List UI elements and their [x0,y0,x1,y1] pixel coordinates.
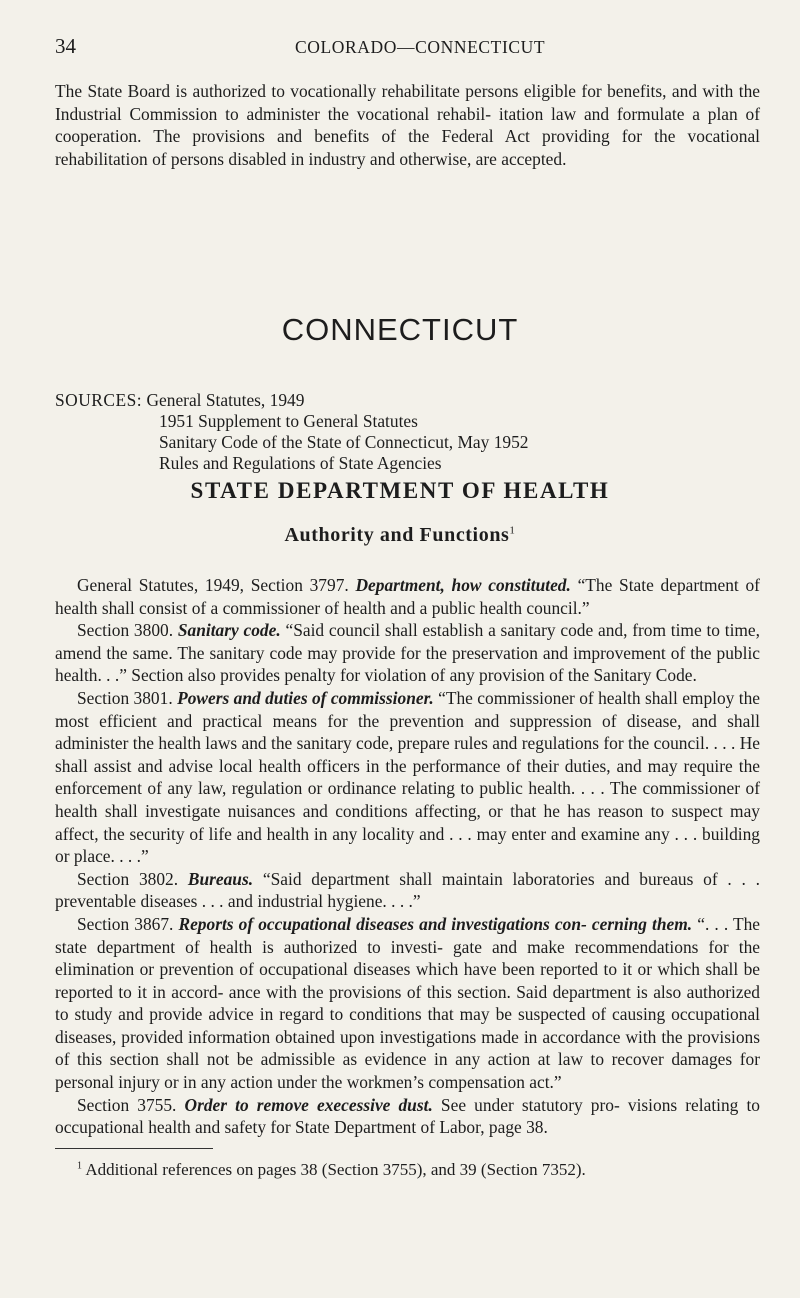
source-line: General Statutes, 1949 [146,390,305,410]
section-title: Department, how constituted. [355,575,571,595]
running-head-title: COLORADO—CONNECTICUT [295,37,546,57]
section-paragraph [55,868,760,913]
section-paragraph [55,574,760,619]
section-text: See under statutory pro- visions relating to occupational health and safety for State Department of Labor, page 38. [55,1094,761,1138]
section-lead: Section 3801. [77,687,173,708]
intro-paragraph: The State Board is authorized to vocationally rehabilitate persons eligible for benefits, and with the Industrial Commission to administer the vocational rehabil- itation law and formulate a plan of cooperation. The provisions and benefits of the Federal Act providing for the vocational rehabilitation of persons disabled in industry and otherwise, are accepted. [55,81,760,169]
sources-block [55,390,760,474]
section-text: “. . . The state department of health is authorized to investi- gate and make recommendations for the elimination or prevention of occupational diseases which have been reported to it or which shall be reported to it in accord- ance with the provisions of this section. Said department is also authorized to study and provide advice in regard to conditions that may be suspected of causing occupational diseases, provided information obtained upon investigations made in accordance with the provisions of this section shall not be admissible as evidence in any action at law to recover damages for personal injury or in any action under the workmen’s compensation act.” [55,913,761,1093]
section-paragraph [55,687,760,868]
sources-label: SOURCES: [55,390,143,410]
section-title: Reports of occupational diseases and investigations con- cerning them. [178,913,693,934]
authority-heading [0,524,800,547]
section-paragraph [55,619,760,687]
footnote-text: Additional references on pages 38 (Section 3755), and 39 (Section 7352). [85,1160,586,1179]
footnote-divider [55,1148,213,1149]
footnote-mark: 1 [77,1160,82,1172]
source-line: Rules and Regulations of State Agencies [159,453,442,473]
source-line: 1951 Supplement to General Statutes [159,411,418,431]
section-lead: Section 3802. [77,868,179,889]
section-title: Bureaus. [187,868,254,889]
section-paragraph [55,1094,760,1139]
section-text: “The commissioner of health shall employ the most efficient and practical means for the prevention and suppression of disease, and shall administer the health laws and the sanitary code, prepare rules and regulations for the council. . . . He shall assist and advise local health officers in the performance of their duties, and may require the enforcement of any law, regulation or ordinance relating to public health. . . . The commissioner of health shall investigate nuisances and conditions affecting, or that he has reason to suspect may affect, the security of life and health in any locality and . . . may enter and examine any . . . building or place. . . .” [55,687,760,867]
section-lead: Section 3800. [77,620,174,641]
section-title: Powers and duties of commissioner. [177,687,434,708]
footnote [55,1160,760,1180]
footnote-reference: 1 [509,524,516,537]
source-line: Sanitary Code of the State of Connecticut, May 1952 [159,432,529,452]
section-lead: Section 3755. [77,1094,177,1115]
section-text: “The State department of health shall consist of a commissioner of health and a public health council.” [55,575,760,618]
section-lead: Section 3867. [77,913,174,934]
section-title: Sanitary code. [177,620,281,641]
section-text: “Said department shall maintain laboratories and bureaus of . . . preventable diseases . . . and industrial hygiene. . . .” [55,868,760,912]
sections-body [55,574,760,1139]
section-text: “Said council shall establish a sanitary code and, from time to time, amend the same. The sanitary code may provide for the preservation and improvement of the public health. . .” Section also provides penalty for violation of any provision of the Sanitary Code. [55,620,761,686]
section-lead: General Statutes, 1949, Section 3797. [77,575,349,595]
authority-heading-text: Authority and Functions [284,524,510,546]
section-paragraph [55,913,760,1094]
state-title: CONNECTICUT [281,312,519,347]
page-number: 34 [55,34,76,58]
department-heading: STATE DEPARTMENT OF HEALTH [190,478,610,503]
running-head [55,34,760,72]
section-title: Order to remove execessive dust. [184,1094,433,1115]
